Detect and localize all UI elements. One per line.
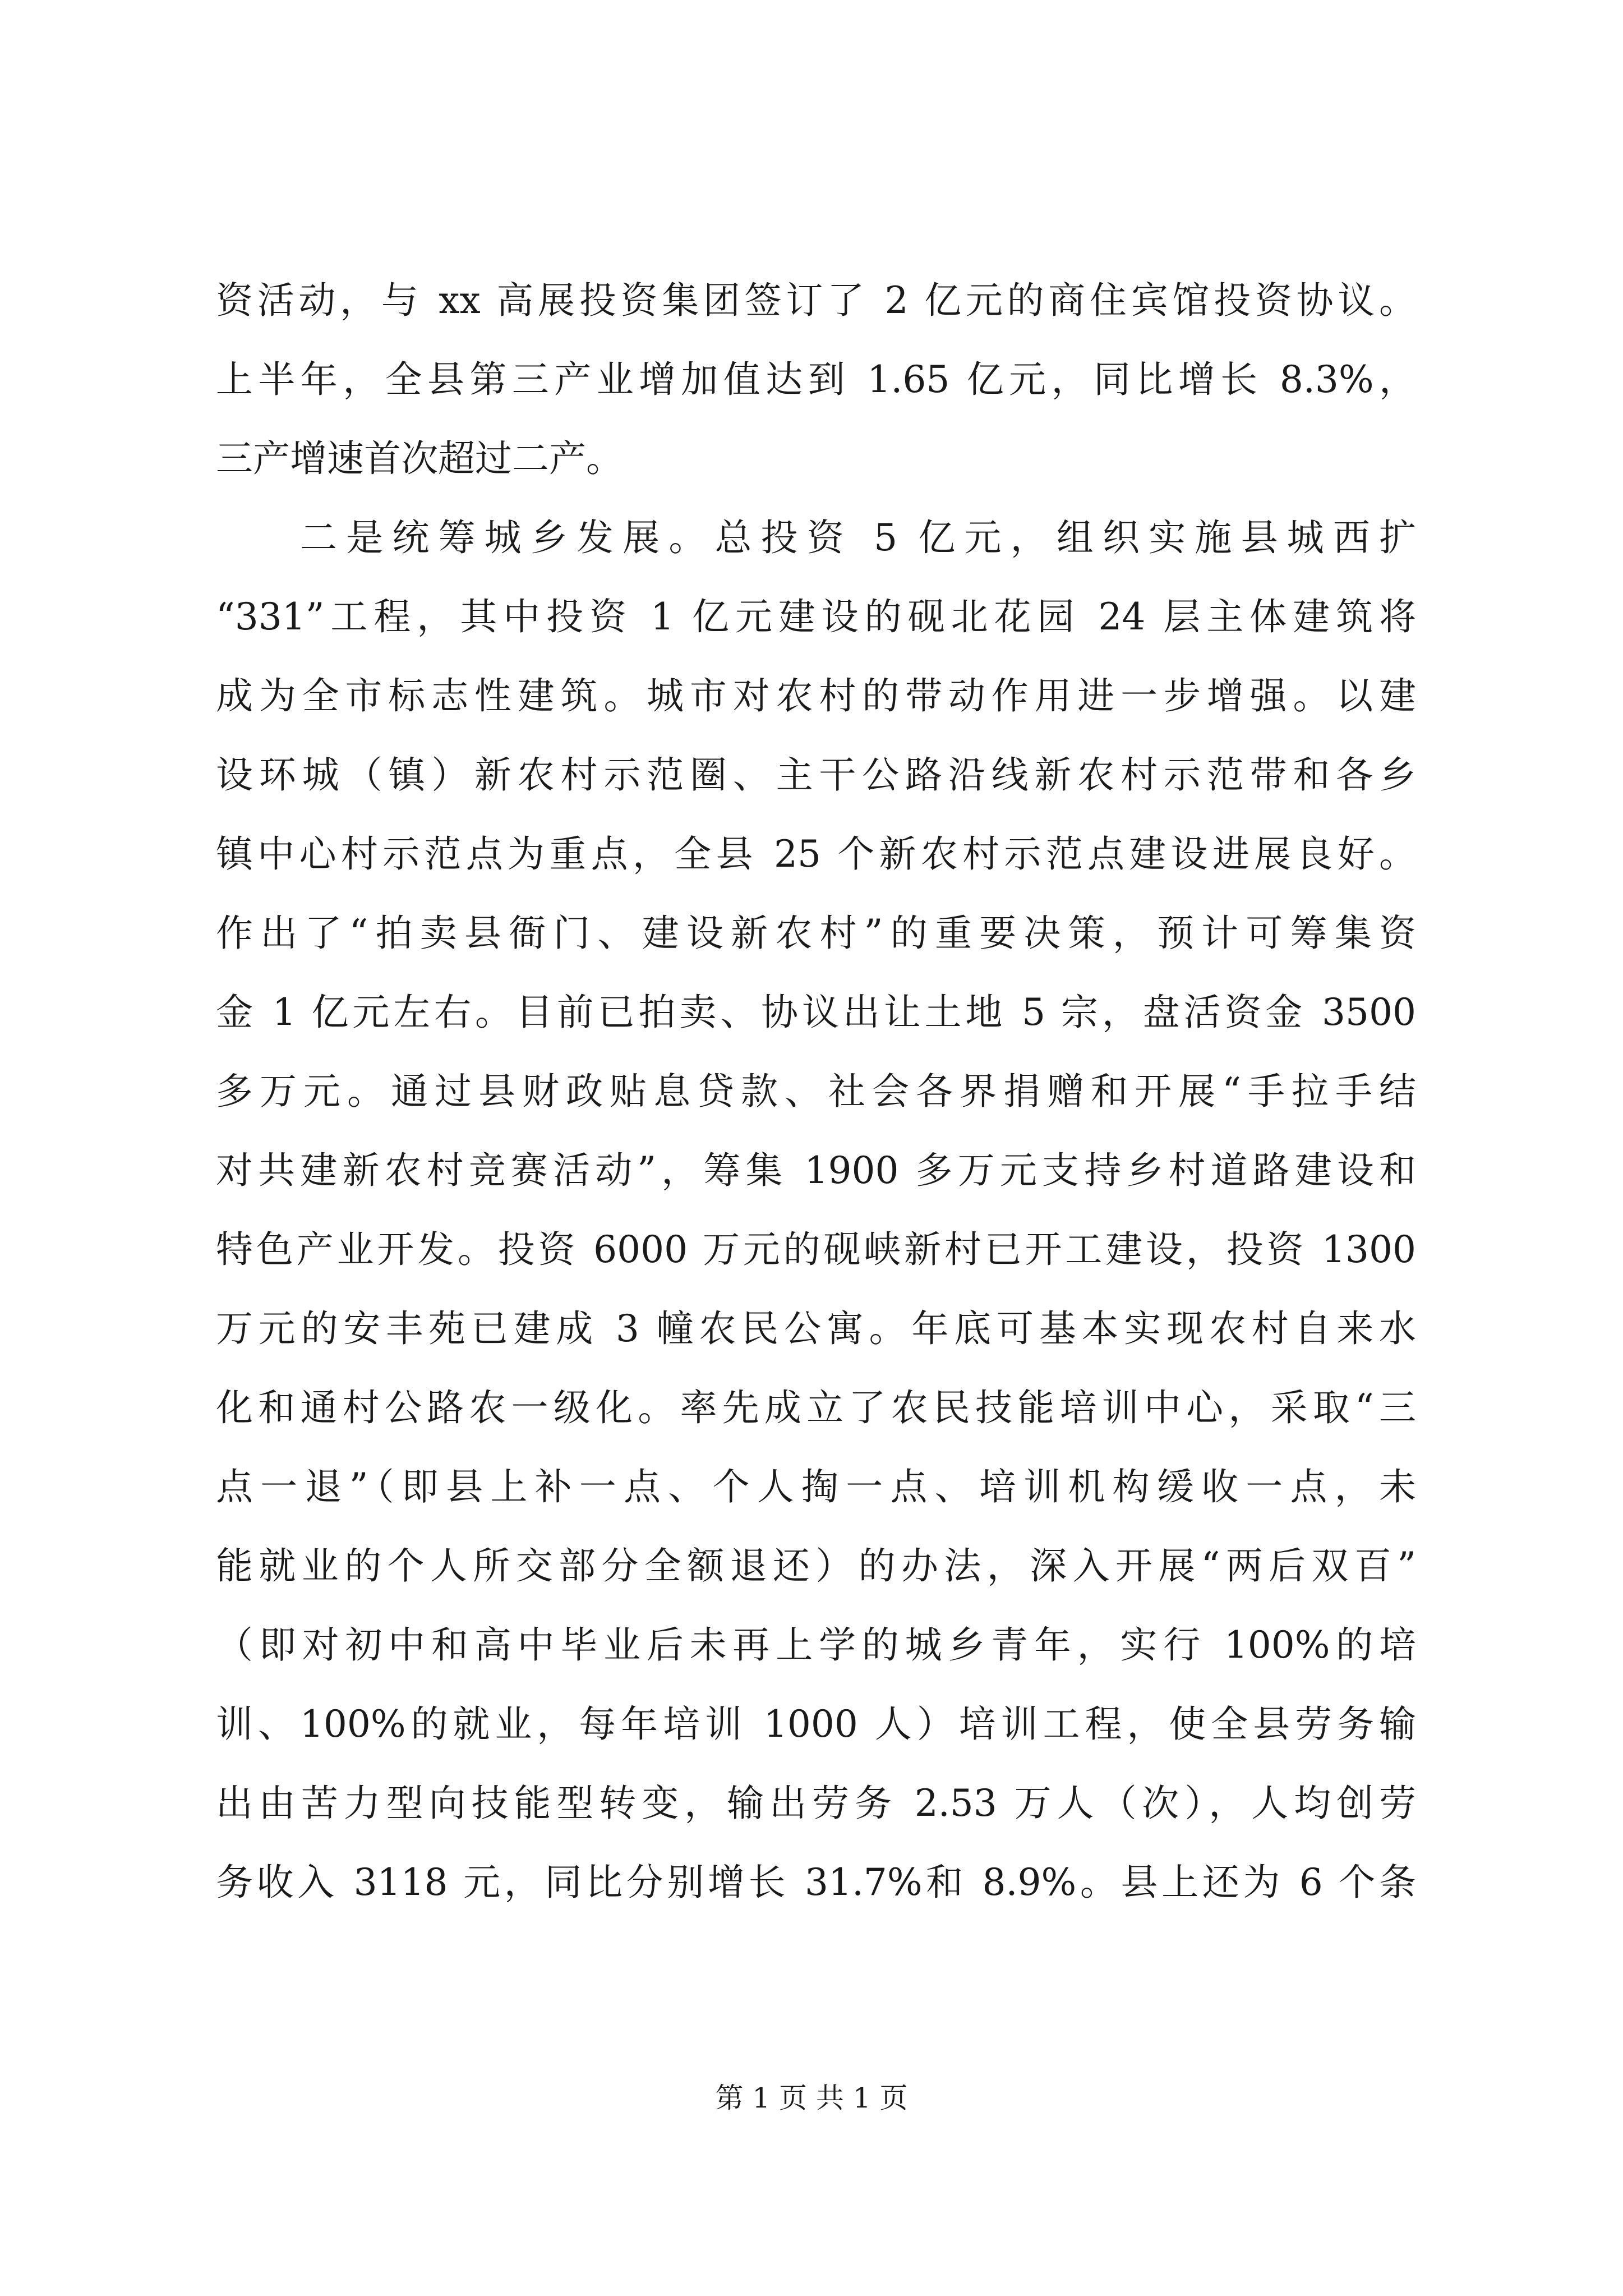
page-footer: 第 1 页 共 1 页 xyxy=(715,2082,908,2114)
text-line-5: “331”工程，其中投资 1 亿元建设的砚北花园 24 层主体建筑将 xyxy=(216,595,1416,638)
text-line-4: 二是统筹城乡发展。总投资 5 亿元，组织实施县城西扩 xyxy=(300,516,1416,559)
text-line-12: 对共建新农村竞赛活动”，筹集 1900 多万元支持乡村道路建设和 xyxy=(216,1149,1416,1192)
text-line-21: 务收入 3118 元，同比分别增长 31.7%和 8.9%。县上还为 6 个条 xyxy=(216,1861,1416,1904)
text-line-13: 特色产业开发。投资 6000 万元的砚峡新村已开工建设，投资 1300 xyxy=(216,1228,1416,1271)
text-line-8: 镇中心村示范点为重点，全县 25 个新农村示范点建设进展良好。 xyxy=(216,832,1416,876)
text-line-7: 设环城（镇）新农村示范圈、主干公路沿线新农村示范带和各乡 xyxy=(216,753,1416,797)
text-line-11: 多万元。通过县财政贴息贷款、社会各界捐赠和开展“手拉手结 xyxy=(216,1070,1416,1113)
text-line-1: 资活动，与 xx 高展投资集团签订了 2 亿元的商住宾馆投资协议。 xyxy=(216,279,1416,322)
text-line-3: 三产增速首次超过二产。 xyxy=(216,437,623,480)
text-line-20: 出由苦力型向技能型转变，输出劳务 2.53 万人（次），人均创劳 xyxy=(216,1782,1416,1825)
text-line-14: 万元的安丰苑已建成 3 幢农民公寓。年底可基本实现农村自来水 xyxy=(216,1307,1416,1350)
text-line-2: 上半年，全县第三产业增加值达到 1.65 亿元，同比增长 8.3%， xyxy=(216,358,1416,401)
text-line-10: 金 1 亿元左右。目前已拍卖、协议出让土地 5 宗，盘活资金 3500 xyxy=(216,991,1416,1034)
text-line-9: 作出了“拍卖县衙门、建设新农村”的重要决策，预计可筹集资 xyxy=(216,912,1416,955)
body-text xyxy=(216,261,1416,1922)
text-line-19: 训、100%的就业，每年培训 1000 人）培训工程，使全县劳务输 xyxy=(216,1703,1416,1746)
text-line-17: 能就业的个人所交部分全额退还）的办法，深入开展“两后双百” xyxy=(216,1544,1416,1588)
text-line-15: 化和通村公路农一级化。率先成立了农民技能培训中心，采取“三 xyxy=(216,1386,1416,1429)
text-line-6: 成为全市标志性建筑。城市对农村的带动作用进一步增强。以建 xyxy=(216,674,1416,717)
text-line-18: （即对初中和高中毕业后未再上学的城乡青年，实行 100%的培 xyxy=(216,1623,1416,1667)
text-line-16: 点一退”（即县上补一点、个人掏一点、培训机构缓收一点，未 xyxy=(216,1465,1416,1508)
